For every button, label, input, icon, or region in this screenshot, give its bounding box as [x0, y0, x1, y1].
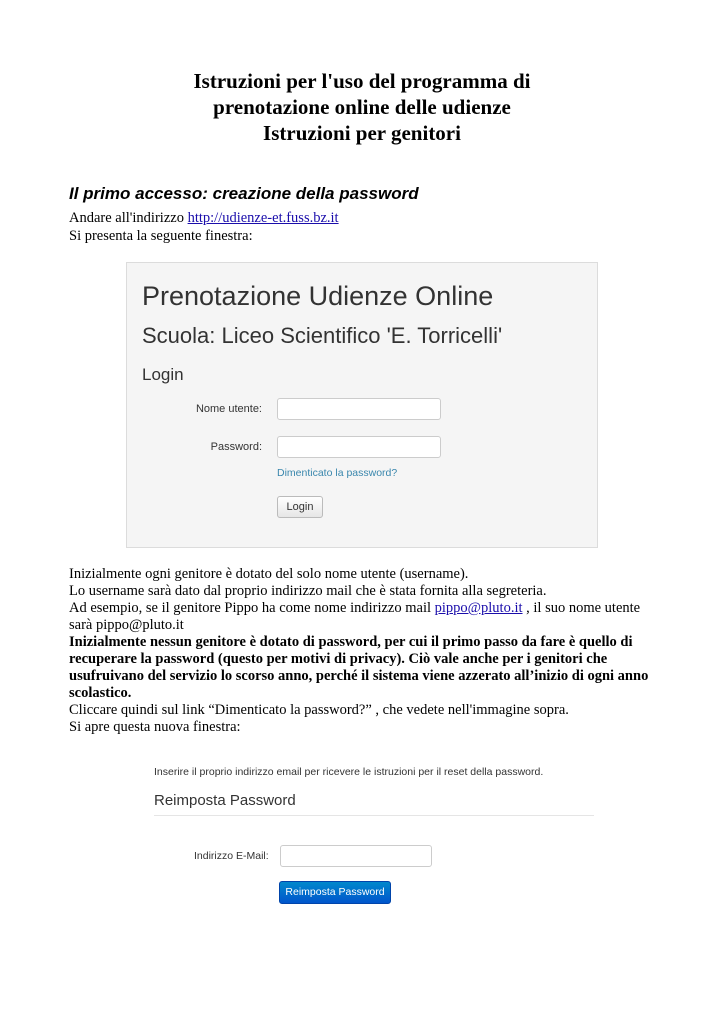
bold-line-3: usufruivano del servizio lo scorso anno, perché il sistema viene azzerato all’inizio di ogni anno [69, 668, 649, 684]
reset-title: Reimposta Password [154, 792, 296, 809]
login-button[interactable]: Login [277, 496, 323, 518]
login-title: Login [142, 365, 184, 384]
site-url-link[interactable]: http://udienze-et.fuss.bz.it [187, 210, 339, 226]
login-screenshot [126, 262, 598, 548]
body-p1: Inizialmente ogni genitore è dotato del solo nome utente (username). [69, 566, 469, 582]
bold-line-1: Inizialmente nessun genitore è dotato di password, per cui il primo passo da fare è quello di [69, 634, 633, 650]
title-line-3: Istruzioni per genitori [263, 121, 461, 145]
divider [154, 815, 594, 816]
body-p3 [69, 600, 640, 617]
password-label: Password: [210, 441, 262, 453]
intro-line-2: Si presenta la seguente finestra: [69, 228, 253, 244]
login-app-heading: Prenotazione Udienze Online [142, 281, 494, 311]
bold-line-2: recuperare la password (questo per motivi di privacy). Ciò vale anche per i genitori che [69, 651, 608, 667]
example-email-link[interactable]: pippo@pluto.it [434, 600, 523, 616]
reset-password-button[interactable]: Reimposta Password [279, 881, 391, 904]
reset-password-screenshot [150, 758, 600, 908]
bold-line-4: scolastico. [69, 685, 132, 701]
title-line-1: Istruzioni per l'uso del programma di [193, 69, 531, 93]
intro-text: Andare all'indirizzo [69, 210, 188, 226]
email-label: Indirizzo E-Mail: [194, 850, 269, 862]
password-input[interactable] [277, 436, 441, 458]
username-label: Nome utente: [195, 403, 262, 415]
username-input[interactable] [277, 398, 441, 420]
body-p4: sarà pippo@pluto.it [69, 617, 184, 633]
title-line-2: prenotazione online delle udienze [213, 95, 511, 119]
email-input[interactable] [280, 845, 432, 867]
intro-line-1 [69, 210, 339, 227]
login-school-heading: Scuola: Liceo Scientifico 'E. Torricelli' [142, 323, 503, 348]
reset-info-text: Inserire il proprio indirizzo email per ricevere le istruzioni per il reset della password. [154, 766, 544, 778]
body-p5: Cliccare quindi sul link “Dimenticato la password?” , che vedete nell'immagine sopra. [69, 702, 569, 718]
body-p3-prefix: Ad esempio, se il genitore Pippo ha come nome indirizzo mail [69, 600, 435, 616]
body-p6: Si apre questa nuova finestra: [69, 719, 241, 735]
forgot-password-link[interactable]: Dimenticato la password? [277, 467, 398, 479]
body-p2: Lo username sarà dato dal proprio indirizzo mail che è stata fornita alla segreteria. [69, 583, 547, 599]
body-p3-suffix: , il suo nome utente [522, 600, 641, 616]
document-title [0, 68, 724, 146]
section-heading: Il primo accesso: creazione della password [69, 184, 419, 203]
